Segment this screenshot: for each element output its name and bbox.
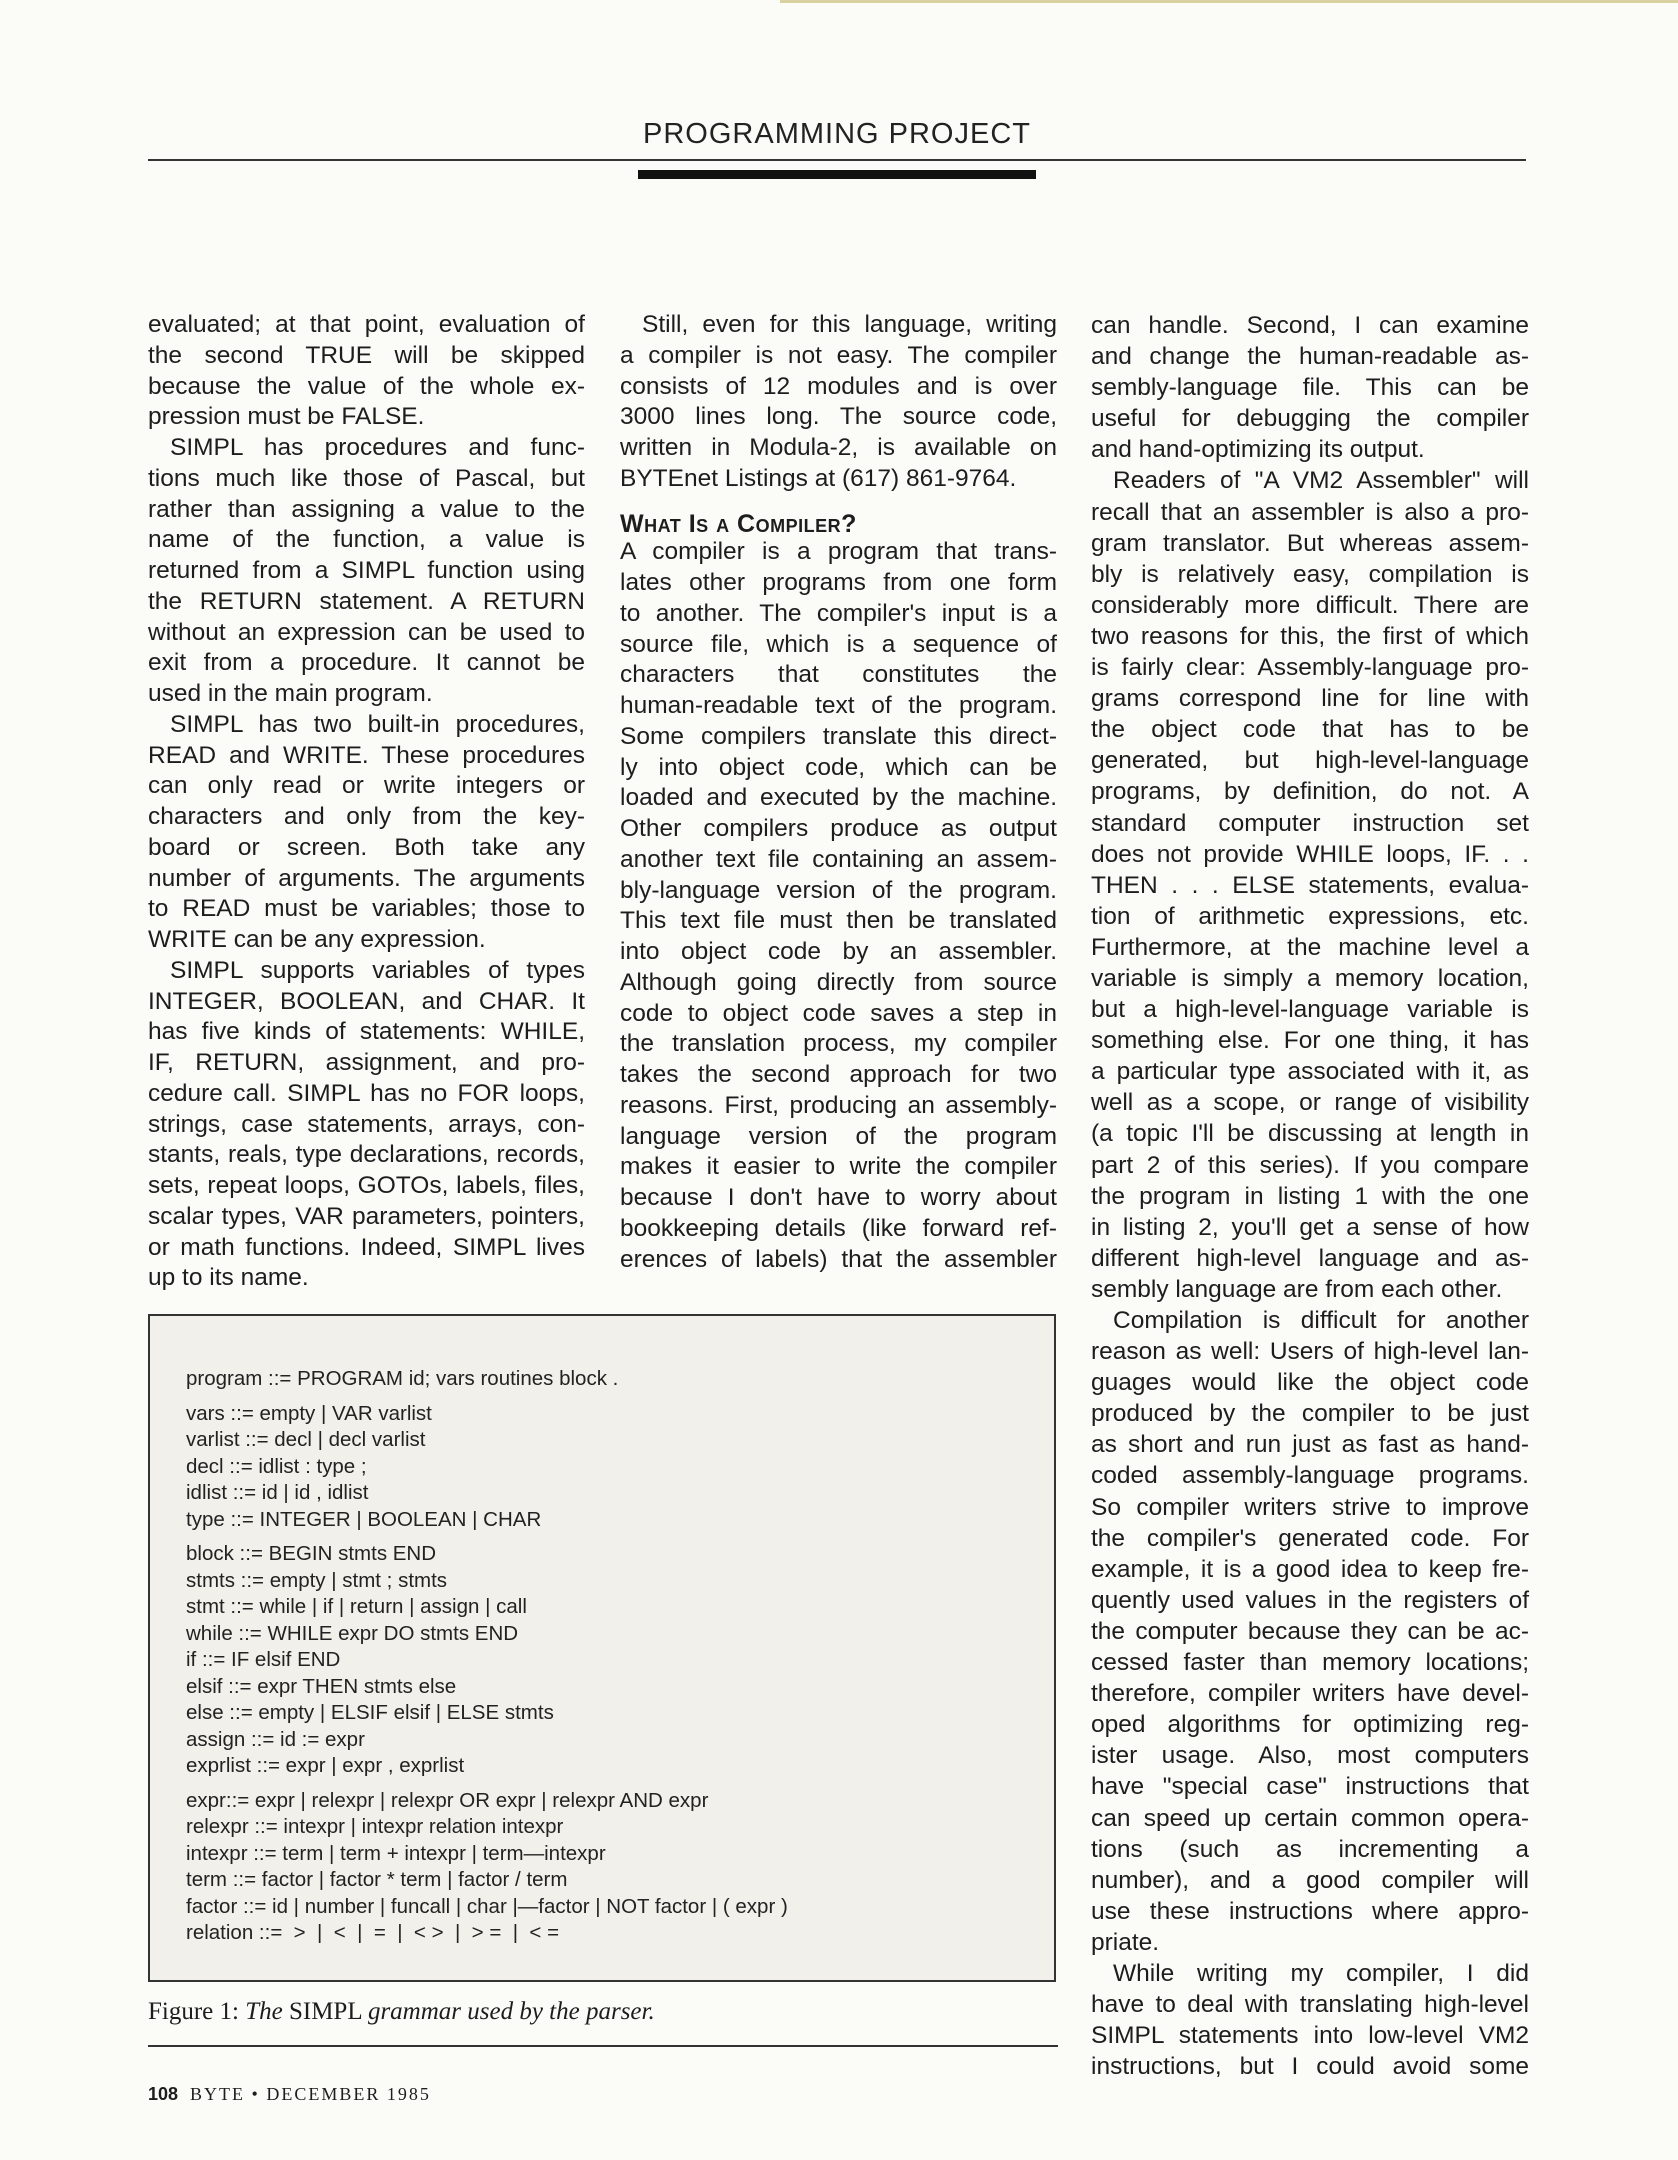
- text-line: So compiler writers strive to improve: [1091, 1493, 1529, 1521]
- text-line: returned from a SIMPL function using: [148, 557, 585, 584]
- text-line: lates other programs from one form: [620, 569, 1057, 596]
- text-line: takes the second approach for two: [620, 1061, 1057, 1088]
- text-line: consists of 12 modules and is over: [620, 372, 1057, 400]
- text-line: use these instructions where appro-: [1091, 1897, 1529, 1925]
- grammar-rule: block ::= BEGIN stmts END: [186, 1542, 437, 1565]
- text-line: ister usage. Also, most computers: [1091, 1742, 1529, 1770]
- text-line: variable is simply a memory location,: [1091, 964, 1529, 992]
- text-line: the compiler's generated code. For: [1091, 1524, 1529, 1552]
- text-line: well as a scope, or range of visibility: [1091, 1089, 1529, 1117]
- text-line: sembly-language file. This can be: [1091, 374, 1529, 402]
- top-edge-line: [780, 0, 1678, 3]
- grammar-rule: else ::= empty | ELSIF elsif | ELSE stmts: [186, 1701, 554, 1724]
- text-line: While writing my compiler, I did: [1113, 1959, 1529, 1987]
- text-line: bookkeeping details (like forward ref-: [620, 1214, 1057, 1242]
- text-line: BYTEnet Listings at (617) 861-9764.: [620, 464, 1017, 492]
- grammar-rule: relexpr ::= intexpr | intexpr relation intexpr: [186, 1815, 564, 1838]
- figure-caption: [148, 1998, 655, 2026]
- grammar-rule: idlist ::= id | id , idlist: [186, 1481, 369, 1504]
- text-line: READ and WRITE. These procedures: [148, 741, 585, 769]
- text-line: Other compilers produce as output: [620, 815, 1057, 842]
- text-line: makes it easier to write the compiler: [620, 1153, 1057, 1181]
- text-line: have to deal with translating high-level: [1091, 1991, 1529, 2019]
- text-line: used in the main program.: [148, 680, 433, 707]
- text-line: have "special case" instructions that: [1091, 1773, 1529, 1801]
- section-header: PROGRAMMING PROJECT: [643, 118, 1031, 150]
- text-line: the computer because they can be ac-: [1091, 1617, 1529, 1645]
- text-line: quently used values in the registers of: [1091, 1586, 1529, 1614]
- text-line: bly-language version of the program.: [620, 876, 1057, 904]
- text-line: reasons. First, producing an assembly-: [620, 1091, 1057, 1119]
- text-line: characters and only from the key-: [148, 803, 585, 830]
- grammar-rule: type ::= INTEGER | BOOLEAN | CHAR: [186, 1507, 542, 1531]
- text-line: to another. The compiler's input is a: [620, 599, 1057, 627]
- grammar-rule: assign ::= id := expr: [186, 1727, 365, 1751]
- text-line: (a topic I'll be discussing at length in: [1091, 1120, 1529, 1148]
- grammar-rule: stmt ::= while | if | return | assign | call: [186, 1595, 527, 1618]
- text-column-1: [148, 310, 585, 1294]
- text-line: and hand-optimizing its output.: [1091, 436, 1425, 464]
- text-line: loaded and executed by the machine.: [620, 784, 1057, 812]
- text-line: IF, RETURN, assignment, and pro-: [148, 1049, 585, 1076]
- grammar-rule: elsif ::= expr THEN stmts else: [186, 1674, 457, 1698]
- text-line: Still, even for this language, writing: [642, 311, 1057, 338]
- caption-text: grammar used by the parser.: [367, 1998, 655, 2025]
- text-line: part 2 of this series). If you compare: [1091, 1151, 1529, 1179]
- text-line: SIMPL has procedures and func-: [170, 434, 585, 461]
- text-line: recall that an assembler is also a pro-: [1091, 498, 1529, 526]
- text-line: 3000 lines long. The source code,: [620, 403, 1057, 431]
- text-line: does not provide WHILE loops, IF. . .: [1091, 840, 1529, 868]
- text-line: Readers of "A VM2 Assembler" will: [1113, 467, 1529, 495]
- grammar-rule: while ::= WHILE expr DO stmts END: [186, 1621, 519, 1645]
- text-line: Furthermore, at the machine level a: [1091, 933, 1529, 961]
- text-column-3: [1091, 310, 1529, 2082]
- text-line: This text file must then be translated: [620, 907, 1057, 935]
- text-line: language version of the program: [620, 1122, 1057, 1150]
- text-line: the object code that has to be: [1091, 716, 1529, 744]
- page-footer: [148, 2084, 431, 2105]
- text-line: up to its name.: [148, 1264, 309, 1292]
- text-line: coded assembly-language programs.: [1091, 1462, 1529, 1490]
- text-line: because the value of the whole ex-: [148, 372, 585, 400]
- text-column-2: [620, 310, 1057, 1275]
- text-line: to READ must be variables; those to: [148, 895, 585, 923]
- caption-the: The: [245, 1998, 283, 2025]
- text-line: another text file containing an assem-: [620, 845, 1057, 873]
- text-line: source file, which is a sequence of: [620, 630, 1057, 658]
- grammar-listing: [186, 1366, 788, 1955]
- text-line: can only read or write integers or: [148, 772, 585, 800]
- text-line: or math functions. Indeed, SIMPL lives: [148, 1233, 585, 1261]
- text-line: two reasons for this, the first of which: [1091, 622, 1529, 650]
- text-line: a particular type associated with it, as: [1091, 1058, 1529, 1086]
- text-line: considerably more difficult. There are: [1091, 591, 1529, 619]
- figure-box: [148, 1314, 1056, 1982]
- text-line: WRITE can be any expression.: [148, 926, 486, 953]
- text-line: the RETURN statement. A RETURN: [148, 587, 585, 615]
- text-line: cedure call. SIMPL has no FOR loops,: [148, 1079, 585, 1107]
- text-line: without an expression can be used to: [148, 618, 585, 646]
- text-line: name of the function, a value is: [148, 526, 585, 554]
- text-line: can handle. Second, I can examine: [1091, 312, 1529, 339]
- text-line: instructions, but I could avoid some: [1091, 2053, 1529, 2081]
- text-line: because I don't have to worry about: [620, 1184, 1057, 1211]
- text-line: the second TRUE will be skipped: [148, 341, 585, 369]
- grammar-rule: relation ::= > | < | = | < > | > = | < =: [186, 1921, 560, 1944]
- header-rule: [148, 159, 1526, 161]
- page-number: 108: [148, 2084, 179, 2104]
- text-line: the program in listing 1 with the one: [1091, 1182, 1529, 1210]
- grammar-rule: varlist ::= decl | decl varlist: [186, 1428, 426, 1451]
- text-line: can speed up certain common opera-: [1091, 1804, 1529, 1832]
- grammar-group: [186, 1541, 788, 1780]
- text-line: example, it is a good idea to keep fre-: [1091, 1555, 1529, 1583]
- grammar-rule: if ::= IF elsif END: [186, 1648, 341, 1671]
- text-line: sets, repeat loops, GOTOs, labels, files,: [148, 1172, 585, 1199]
- text-line: priate.: [1091, 1928, 1160, 1956]
- text-line: cessed faster than memory locations;: [1091, 1649, 1529, 1677]
- text-line: something else. For one thing, it has: [1091, 1027, 1529, 1055]
- grammar-rule: vars ::= empty | VAR varlist: [186, 1401, 432, 1425]
- text-line: human-readable text of the program.: [620, 692, 1057, 719]
- text-line: strings, case statements, arrays, con-: [148, 1110, 585, 1138]
- text-line: is fairly clear: Assembly-language pro-: [1091, 654, 1529, 682]
- text-line: oped algorithms for optimizing reg-: [1091, 1711, 1529, 1739]
- section-heading: What Is a Compiler?: [620, 509, 857, 538]
- text-line: written in Modula-2, is available on: [620, 434, 1057, 461]
- text-line: A compiler is a program that trans-: [620, 538, 1057, 566]
- text-line: has five kinds of statements: WHILE,: [148, 1018, 585, 1046]
- text-line: Although going directly from source: [620, 968, 1057, 996]
- figure-bottom-rule: [148, 2045, 1058, 2047]
- text-line: therefore, compiler writers have devel-: [1091, 1680, 1529, 1708]
- text-line: rather than assigning a value to the: [148, 495, 585, 523]
- text-line: bly is relatively easy, compilation is: [1091, 560, 1529, 588]
- text-line: SIMPL has two built-in procedures,: [170, 710, 585, 738]
- text-line: ly into object code, which can be: [620, 753, 1057, 781]
- text-line: a compiler is not easy. The compiler: [620, 341, 1057, 369]
- text-line: number of arguments. The arguments: [148, 864, 585, 892]
- text-line: SIMPL statements into low-level VM2: [1091, 2022, 1529, 2050]
- grammar-rule: expr::= expr | relexpr | relexpr OR expr | relexpr AND expr: [186, 1788, 709, 1812]
- text-line: the translation process, my compiler: [620, 1030, 1057, 1058]
- grammar-rule: stmts ::= empty | stmt ; stmts: [186, 1568, 448, 1592]
- caption-simpl: SIMPL: [288, 1998, 362, 2025]
- text-line: code to object code saves a step in: [620, 999, 1057, 1027]
- text-line: reason as well: Users of high-level lan-: [1091, 1338, 1529, 1366]
- text-line: INTEGER, BOOLEAN, and CHAR. It: [148, 987, 585, 1015]
- grammar-rule: factor ::= id | number | funcall | char |—factor | NOT factor | ( expr ): [186, 1894, 788, 1918]
- text-line: evaluated; at that point, evaluation of: [148, 311, 585, 338]
- grammar-rule: decl ::= idlist : type ;: [186, 1454, 367, 1478]
- text-line: THEN . . . ELSE statements, evalua-: [1091, 871, 1529, 899]
- text-line: tions (such as incrementing a: [1091, 1835, 1529, 1863]
- text-line: into object code by an assembler.: [620, 938, 1057, 965]
- text-line: and change the human-readable as-: [1091, 343, 1529, 371]
- text-line: gram translator. But whereas assem-: [1091, 529, 1529, 557]
- grammar-group: [186, 1366, 788, 1393]
- text-line: generated, but high-level-language: [1091, 747, 1529, 775]
- grammar-group: [186, 1788, 788, 1947]
- text-line: Some compilers translate this direct-: [620, 722, 1057, 750]
- text-line: but a high-level-language variable is: [1091, 996, 1529, 1024]
- text-line: board or screen. Both take any: [148, 833, 585, 861]
- grammar-rule: intexpr ::= term | term + intexpr | term—intexpr: [186, 1841, 606, 1865]
- text-line: scalar types, VAR parameters, pointers,: [148, 1202, 585, 1230]
- grammar-group: [186, 1401, 788, 1534]
- text-line: tions much like those of Pascal, but: [148, 464, 585, 492]
- text-line: guages would like the object code: [1091, 1369, 1529, 1397]
- publication-info: BYTE • DECEMBER 1985: [190, 2084, 431, 2104]
- text-line: in listing 2, you'll get a sense of how: [1091, 1213, 1529, 1241]
- text-line: produced by the compiler to be just: [1091, 1400, 1529, 1428]
- text-line: SIMPL supports variables of types: [170, 956, 585, 984]
- text-line: stants, reals, type declarations, records,: [148, 1141, 585, 1169]
- text-line: different high-level language and as-: [1091, 1244, 1529, 1272]
- text-line: characters that constitutes the: [620, 661, 1057, 689]
- grammar-rule: term ::= factor | factor * term | factor / term: [186, 1868, 568, 1891]
- text-line: sembly language are from each other.: [1091, 1275, 1503, 1303]
- grammar-rule: exprlist ::= expr | expr , exprlist: [186, 1754, 465, 1777]
- grammar-rule: program ::= PROGRAM id; vars routines block .: [186, 1367, 619, 1390]
- caption-label: Figure 1:: [148, 1998, 239, 2025]
- text-line: exit from a procedure. It cannot be: [148, 649, 585, 677]
- header-bar: [638, 170, 1036, 179]
- text-line: programs, by definition, do not. A: [1091, 778, 1529, 806]
- text-line: pression must be FALSE.: [148, 403, 425, 431]
- text-line: Compilation is difficult for another: [1113, 1307, 1529, 1334]
- text-line: number), and a good compiler will: [1091, 1866, 1529, 1894]
- text-line: useful for debugging the compiler: [1091, 405, 1529, 433]
- text-line: standard computer instruction set: [1091, 809, 1529, 837]
- text-line: grams correspond line for line with: [1091, 685, 1529, 713]
- text-line: as short and run just as fast as hand-: [1091, 1431, 1529, 1459]
- text-line: tion of arithmetic expressions, etc.: [1091, 902, 1529, 930]
- text-line: erences of labels) that the assembler: [620, 1245, 1057, 1273]
